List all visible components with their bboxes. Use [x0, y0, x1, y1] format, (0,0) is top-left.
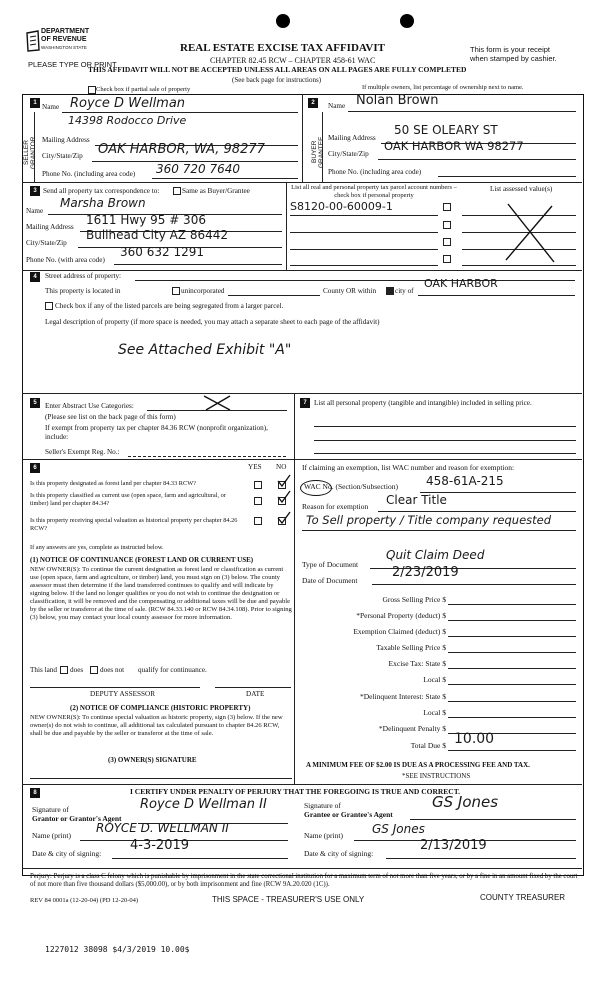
- personal-property-line-1: [314, 426, 576, 427]
- parcel-personal-checkbox-1[interactable]: [443, 203, 451, 211]
- section3-mailing-label: Mailing Address: [26, 223, 74, 231]
- section-7-marker: 7: [300, 398, 310, 408]
- seller-city-label: City/State/Zip: [42, 152, 83, 160]
- grantee-sig-label2: Grantee or Grantee's Agent: [304, 810, 393, 819]
- total-due-label: Total Due $: [410, 741, 446, 750]
- unincorporated-label: unincorporated: [181, 287, 225, 295]
- see-list-label: (Please see list on the back page of this form): [45, 413, 176, 421]
- parcel-number-value[interactable]: S8120-00-60009-1: [290, 200, 393, 213]
- buyer-city-line: [378, 159, 576, 160]
- buyer-city-label: City/State/Zip: [328, 150, 369, 158]
- washington-state-icon: [26, 30, 40, 52]
- seller-phone-line: [152, 178, 298, 179]
- section3-name-value[interactable]: Marsha Brown: [60, 196, 146, 210]
- grantee-signature-line: [410, 819, 576, 820]
- minimum-fee-note: A MINIMUM FEE OF $2.00 IS DUE AS A PROCESSING FEE AND TAX.: [306, 761, 530, 769]
- row-divider-1: [22, 182, 582, 183]
- total-due-value[interactable]: 10.00: [454, 731, 495, 747]
- does-not-checkbox[interactable]: [90, 666, 98, 674]
- grantor-date-label: Date & city of signing:: [32, 849, 102, 858]
- section3-phone-line: [114, 264, 282, 265]
- form-chapter: CHAPTER 82.45 RCW – CHAPTER 458-61 WAC: [210, 56, 376, 65]
- personal-property-deduct-label: *Personal Property (deduct) $: [356, 611, 446, 620]
- assessed-crossout-mark: [500, 200, 560, 266]
- form-warning: THIS AFFIDAVIT WILL NOT BE ACCEPTED UNLESS ALL AREAS ON ALL PAGES ARE FULLY COMPLETED: [88, 65, 467, 74]
- logo-line3: WASHINGTON STATE: [41, 45, 87, 50]
- street-address-label: Street address of property:: [45, 272, 122, 280]
- seller-phone-value[interactable]: 360 720 7640: [156, 162, 240, 176]
- does-not-label: does not: [100, 666, 125, 674]
- receipt-stamp: 1227012 38098 $4/3/2019 10.00$: [45, 945, 190, 954]
- exemption-claimed-label: Exemption Claimed (deduct) $: [353, 627, 446, 636]
- deputy-assessor-line: [30, 687, 200, 688]
- no-header: NO: [276, 463, 287, 471]
- wac-label: WAC No. (Section/Subsection): [304, 482, 398, 491]
- form-revision: REV 84 0001a (12-20-04) (PD 12-20-04): [30, 897, 139, 904]
- legal-description-label: Legal description of property (if more space is needed, you may attach a separate sheet to each page of the affidavit): [45, 318, 380, 326]
- seller-buyer-divider: [302, 94, 303, 182]
- logo-line2: OF REVENUE: [41, 36, 87, 43]
- excise-state-line: [448, 668, 576, 669]
- excise-state-label: Excise Tax: State $: [388, 659, 446, 668]
- grantor-name-print-value[interactable]: ROYCE D. WELLMAN II: [96, 821, 229, 835]
- grantor-sig-label2: Grantor or Grantor's Agent: [32, 814, 122, 823]
- segregated-checkbox[interactable]: [45, 302, 53, 310]
- notice2-body: NEW OWNER(S): To continue special valuation as historic property, sign (3) below. If the new owner(s) do not wish to continue, all additional tax calculated pursuant to chapter 84.26 RCW, shall be due and payable by the seller or transferor at the time of sale.: [30, 714, 283, 738]
- grantor-name-print-label: Name (print): [32, 831, 71, 840]
- wac-value[interactable]: 458-61A-215: [426, 474, 504, 488]
- treasurer-use-label: THIS SPACE - TREASURER'S USE ONLY: [212, 895, 365, 904]
- section3-city-value[interactable]: Bullhead City AZ 86442: [86, 228, 229, 242]
- exempt-text: If exempt from property tax per chapter 84.36 RCW (nonprofit organization), include:: [45, 424, 268, 441]
- county-line: [228, 295, 320, 296]
- abstract-crossout-mark: [200, 394, 236, 412]
- grantee-signature-value[interactable]: GS Jones: [432, 793, 499, 811]
- doc-type-label: Type of Document: [302, 560, 359, 569]
- complete-instruction: If any answers are yes, complete as instructed below.: [30, 544, 164, 551]
- assessor-date-line: [215, 687, 291, 688]
- city-of-line: [418, 295, 575, 296]
- personal-property-text: List all personal property (tangible and intangible) included in selling price.: [314, 399, 532, 407]
- section6-divider: [294, 459, 295, 784]
- county-or-within-label: County OR within: [323, 287, 377, 295]
- parcel-personal-checkbox-4[interactable]: [443, 255, 451, 263]
- section-4-marker: 4: [30, 272, 40, 282]
- buyer-divider: [322, 112, 323, 182]
- historic-no-checkmark: [276, 511, 292, 525]
- current-use-no-checkmark: [276, 490, 292, 504]
- section3-phone-label: Phone No. (with area code): [26, 256, 105, 264]
- doc-date-label: Date of Document: [302, 576, 358, 585]
- buyer-name-value[interactable]: Nolan Brown: [356, 93, 439, 108]
- question-historic: Is this property receiving special valuation as historical property per chapter 84.26 RCW?: [30, 517, 238, 532]
- receipt-line1: This form is your receipt: [470, 45, 551, 54]
- historic-yes-checkbox[interactable]: [254, 517, 262, 525]
- row-divider-3: [22, 393, 582, 394]
- grantee-date-line: [386, 858, 576, 859]
- grantee-name-print-label: Name (print): [304, 831, 343, 840]
- question-current-use: Is this property classified as current use (open space, farm and agricultural, or timber) land per chapter 84.34?: [30, 492, 226, 507]
- seller-address-line1[interactable]: 14398 Rodocco Drive: [68, 114, 187, 127]
- grantor-date-line: [112, 858, 288, 859]
- seller-phone-label: Phone No. (including area code): [42, 170, 136, 178]
- delinquent-local-line: [448, 717, 576, 718]
- section-2-marker: 2: [308, 98, 318, 108]
- form-title: REAL ESTATE EXCISE TAX AFFIDAVIT: [180, 42, 385, 54]
- seller-mailing-label: Mailing Address: [42, 136, 90, 144]
- grantor-date-value[interactable]: 4-3-2019: [130, 838, 190, 853]
- buyer-mailing-value[interactable]: 50 SE OLEARY ST: [394, 123, 498, 137]
- type-or-print: PLEASE TYPE OR PRINT: [28, 60, 117, 69]
- section-5-marker: 5: [30, 398, 40, 408]
- buyer-name-label: Name: [328, 102, 346, 110]
- grantee-date-label: Date & city of signing:: [304, 849, 374, 858]
- punch-hole-right: [400, 14, 414, 28]
- grantee-name-print-value[interactable]: GS Jones: [372, 822, 425, 836]
- receipt-line2: when stamped by cashier.: [470, 54, 557, 63]
- see-back: (See back page for instructions): [232, 76, 322, 84]
- buyer-city-value[interactable]: OAK HARBOR WA 98277: [384, 139, 524, 153]
- owner-signature-label: (3) OWNER(S) SIGNATURE: [108, 756, 197, 764]
- seller-side-label: SELLER GRANTOR: [23, 136, 37, 170]
- row-divider-6: [22, 868, 582, 869]
- parcel-header: List all real and personal property tax parcel account numbers – check box if personal property: [291, 184, 457, 199]
- seller-name-line: [62, 112, 298, 113]
- section-1-marker: 1: [30, 98, 40, 108]
- seller-name-label: Name: [42, 103, 60, 111]
- delinquent-interest-line: [448, 701, 576, 702]
- total-due-line: [448, 750, 576, 751]
- unincorporated-checkbox[interactable]: [172, 287, 180, 295]
- reason-value-2[interactable]: To Sell property / Title company requested: [306, 513, 552, 527]
- section-6-marker: 6: [30, 463, 40, 473]
- same-as-buyer-label: Same as Buyer/Grantee: [182, 187, 250, 195]
- parcel-line-2: [290, 232, 438, 233]
- county-treasurer-label: COUNTY TREASURER: [480, 893, 566, 902]
- exemption-claim-label: If claiming an exemption, list WAC number and reason for exemption:: [302, 463, 515, 472]
- forest-land-no-checkmark: [276, 474, 292, 488]
- does-label: does: [70, 666, 84, 674]
- partial-sale-label: Check box if partial sale of property: [96, 86, 191, 93]
- see-instructions-note: *SEE INSTRUCTIONS: [402, 772, 471, 780]
- legal-description-value[interactable]: See Attached Exhibit "A": [118, 342, 292, 358]
- parcel-personal-checkbox-3[interactable]: [443, 238, 451, 246]
- owner-signature-line: [30, 778, 292, 779]
- seller-divider: [34, 112, 35, 182]
- parcel-line-4: [290, 265, 438, 266]
- doc-date-line: [372, 584, 576, 585]
- seller-city-value[interactable]: OAK HARBOR, WA, 98277: [98, 142, 265, 157]
- grantee-sig-label1: Signature of: [304, 801, 341, 810]
- parcel-line-3: [290, 249, 438, 250]
- notice2-title: (2) NOTICE OF COMPLIANCE (HISTORIC PROPERTY): [70, 704, 251, 712]
- section3-mailing-value[interactable]: 1611 Hwy 95 # 306: [86, 213, 206, 227]
- row-divider-5: [22, 784, 582, 785]
- personal-property-deduct-line: [448, 620, 576, 621]
- abstract-label: Enter Abstract Use Categories:: [45, 402, 134, 410]
- section-8-marker: 8: [30, 788, 40, 798]
- buyer-name-line: [348, 111, 576, 112]
- seller-name-value[interactable]: Royce D Wellman: [70, 96, 186, 111]
- send-correspondence-label: Send all property tax correspondence to:: [43, 187, 160, 195]
- reason-line-1: [378, 511, 576, 512]
- row-divider-4: [22, 459, 582, 460]
- personal-property-line-3: [314, 453, 576, 454]
- deputy-assessor-label: DEPUTY ASSESSOR: [90, 690, 156, 698]
- within-city-checkbox[interactable]: [386, 287, 394, 295]
- parcel-divider-left: [286, 182, 287, 270]
- doc-date-value[interactable]: 2/23/2019: [392, 565, 459, 580]
- qualify-label: qualify for continuance.: [138, 666, 207, 674]
- row-divider-2: [22, 270, 582, 271]
- grantor-sig-label1: Signature of: [32, 805, 69, 814]
- parcel-personal-checkbox-2[interactable]: [443, 221, 451, 229]
- section5-7-divider: [294, 393, 295, 459]
- excise-local-line: [448, 684, 576, 685]
- city-of-label: city of: [395, 287, 414, 295]
- city-of-value[interactable]: OAK HARBOR: [424, 277, 498, 290]
- this-land-label: This land: [30, 666, 57, 674]
- excise-local-label: Local $: [423, 675, 446, 684]
- current-use-yes-checkbox[interactable]: [254, 497, 262, 505]
- reason-value[interactable]: Clear Title: [386, 493, 447, 507]
- does-checkbox[interactable]: [60, 666, 68, 674]
- notice1-title: (1) NOTICE OF CONTINUANCE (FOREST LAND OR CURRENT USE): [30, 556, 254, 564]
- punch-hole-left: [276, 14, 290, 28]
- seller-exempt-line: [128, 456, 286, 457]
- question-forest-land: Is this property designated as forest land per chapter 84.33 RCW?: [30, 480, 196, 487]
- taxable-selling-price-line: [448, 652, 576, 653]
- seller-exempt-label: Seller's Exempt Reg. No.:: [45, 448, 120, 456]
- delinquent-local-label: Local $: [423, 708, 446, 717]
- multiple-owners-note: If multiple owners, list percentage of ownership next to name.: [362, 84, 524, 91]
- partial-sale-checkbox[interactable]: [88, 86, 96, 94]
- section-3-marker: 3: [30, 186, 40, 196]
- reason-label: Reason for exemption: [302, 502, 369, 511]
- certify-statement: I CERTIFY UNDER PENALTY OF PERJURY THAT THE FOREGOING IS TRUE AND CORRECT.: [130, 787, 461, 796]
- assessed-header: List assessed value(s): [490, 185, 553, 193]
- perjury-note: Perjury: Perjury is a class C felony which is punishable by imprisonment in the state correctional institution for a maximum term of not more than five years, or by a fine in an amount fixed by the court of not more than five thousand dollars ($5,000.00), or by both imprisonment and fine (RCW 9A.20.020 (1C)).: [30, 873, 578, 889]
- notice1-body: NEW OWNER(S): To continue the current designation as forest land or classification as current use (open space, farm and agriculture, or timber) land, you must sign on (3) below. The county assessor must then determine if the land transferred continues to qualify and will indicate by signing below. If the land no longer qualifies or you do not wish to continue the designation or classification, it will be removed and the compensating or additional taxes will be due and payable by the seller or transferor at the time of sale. (RCW 84.33.140 or RCW 84.34.108). Prior to signing (3) below, you may contact your local county assessor for more information.: [30, 566, 292, 622]
- buyer-mailing-label: Mailing Address: [328, 134, 376, 142]
- section3-city-label: City/State/Zip: [26, 239, 67, 247]
- reason-line-2: [302, 530, 576, 531]
- department-logo: [26, 28, 88, 56]
- doc-type-value[interactable]: Quit Claim Deed: [386, 548, 485, 562]
- grantor-signature-value[interactable]: Royce D Wellman II: [140, 797, 267, 812]
- located-label: This property is located in: [45, 287, 121, 295]
- segregated-label: Check box if any of the listed parcels are being segregated from a larger parcel.: [55, 302, 284, 310]
- delinquent-interest-label: *Delinquent Interest: State $: [359, 692, 446, 701]
- forest-land-yes-checkbox[interactable]: [254, 481, 262, 489]
- section3-name-label: Name: [26, 207, 44, 215]
- section3-phone-value[interactable]: 360 632 1291: [120, 245, 204, 259]
- same-as-buyer-checkbox[interactable]: [173, 187, 181, 195]
- street-address-line: [135, 280, 575, 281]
- buyer-side-label: BUYER GRANTEE: [311, 136, 325, 168]
- buyer-phone-line: [438, 176, 576, 177]
- delinquent-penalty-label: *Delinquent Penalty $: [378, 724, 446, 733]
- gross-selling-price-line: [448, 604, 576, 605]
- assessor-date-label: DATE: [246, 690, 265, 698]
- yes-header: YES: [248, 463, 262, 471]
- parcel-line-1: [290, 215, 438, 216]
- taxable-selling-price-label: Taxable Selling Price $: [376, 643, 446, 652]
- personal-property-line-2: [314, 440, 576, 441]
- exemption-claimed-line: [448, 636, 576, 637]
- gross-selling-price-label: Gross Selling Price $: [382, 595, 446, 604]
- grantee-date-value[interactable]: 2/13/2019: [420, 838, 487, 853]
- buyer-phone-label: Phone No. (including area code): [328, 168, 422, 176]
- logo-line1: DEPARTMENT: [41, 28, 90, 35]
